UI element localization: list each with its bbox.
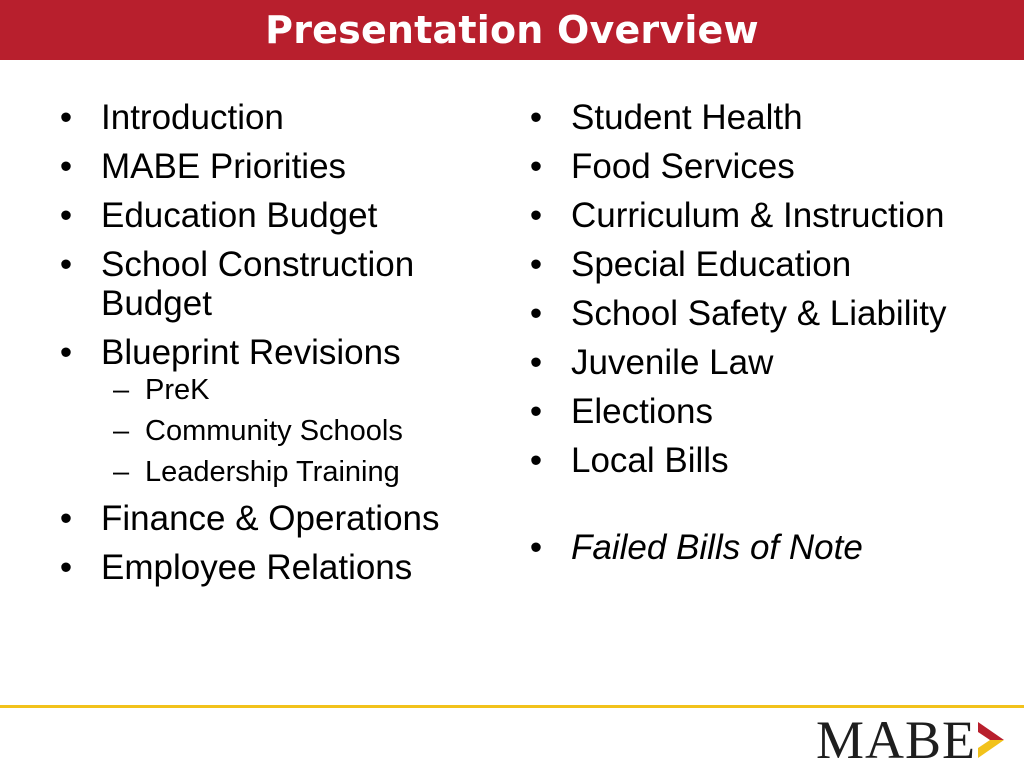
list-item <box>526 528 996 567</box>
list-item-label: Special Education <box>571 245 852 284</box>
list-item <box>56 147 476 186</box>
bullet-icon: • <box>59 548 73 587</box>
list-item-label: Curriculum & Instruction <box>571 196 945 235</box>
list-item-label: Introduction <box>101 98 284 137</box>
list-item-label: School Safety & Liability <box>571 294 947 333</box>
bullet-icon: • <box>59 147 73 186</box>
bullet-icon: • <box>529 441 543 480</box>
bullet-icon: • <box>529 147 543 186</box>
list-item-label: Employee Relations <box>101 548 413 587</box>
left-bullet-list <box>56 98 476 587</box>
list-item-label: Student Health <box>571 98 803 137</box>
bullet-icon: • <box>529 528 543 567</box>
list-item <box>526 196 996 235</box>
list-item <box>526 392 996 431</box>
bullet-icon: • <box>59 245 73 284</box>
list-item <box>526 147 996 186</box>
list-item-label: MABE Priorities <box>101 147 347 186</box>
left-column <box>56 98 476 597</box>
sub-list-item <box>101 415 476 448</box>
list-item <box>526 98 996 137</box>
right-bullet-list <box>526 98 996 567</box>
dash-icon: – <box>113 374 130 406</box>
list-item <box>56 548 476 587</box>
list-item-label: Blueprint Revisions <box>101 333 401 372</box>
list-item <box>526 343 996 382</box>
list-item <box>526 294 996 333</box>
slide-title: Presentation Overview <box>265 8 759 52</box>
list-item <box>56 499 476 538</box>
list-item-label: Finance & Operations <box>101 499 440 538</box>
sub-bullet-list <box>101 374 476 489</box>
sub-list-item-label: Community Schools <box>145 415 403 447</box>
list-item <box>526 441 996 480</box>
title-bar <box>0 0 1024 60</box>
sub-list-item-label: PreK <box>145 374 210 406</box>
bullet-icon: • <box>529 343 543 382</box>
sub-list-item <box>101 374 476 407</box>
bullet-icon: • <box>529 245 543 284</box>
list-item-label: Juvenile Law <box>571 343 774 382</box>
bullet-icon: • <box>529 98 543 137</box>
list-item <box>56 196 476 235</box>
bullet-icon: • <box>529 392 543 431</box>
arrow-chevron-icon <box>976 718 1006 762</box>
mabe-logo <box>816 710 1006 768</box>
list-item-label: Failed Bills of Note <box>571 528 863 567</box>
list-item <box>56 98 476 137</box>
sub-list-item <box>101 456 476 489</box>
logo-text: MABE <box>816 710 977 768</box>
bullet-icon: • <box>59 98 73 137</box>
dash-icon: – <box>113 415 130 447</box>
bullet-icon: • <box>59 333 73 372</box>
bullet-icon: • <box>529 294 543 333</box>
dash-icon: – <box>113 456 130 488</box>
sub-list-item-label: Leadership Training <box>145 456 400 488</box>
bullet-icon: • <box>59 499 73 538</box>
bullet-icon: • <box>59 196 73 235</box>
right-column <box>526 98 996 577</box>
list-item <box>56 245 476 323</box>
bullet-icon: • <box>529 196 543 235</box>
list-item-label: School Construction Budget <box>101 245 415 323</box>
list-item-label: Food Services <box>571 147 795 186</box>
list-item-label: Local Bills <box>571 441 729 480</box>
list-item <box>56 333 476 489</box>
list-item-label: Education Budget <box>101 196 378 235</box>
list-item <box>526 245 996 284</box>
accent-divider <box>0 705 1024 708</box>
list-item-label: Elections <box>571 392 714 431</box>
